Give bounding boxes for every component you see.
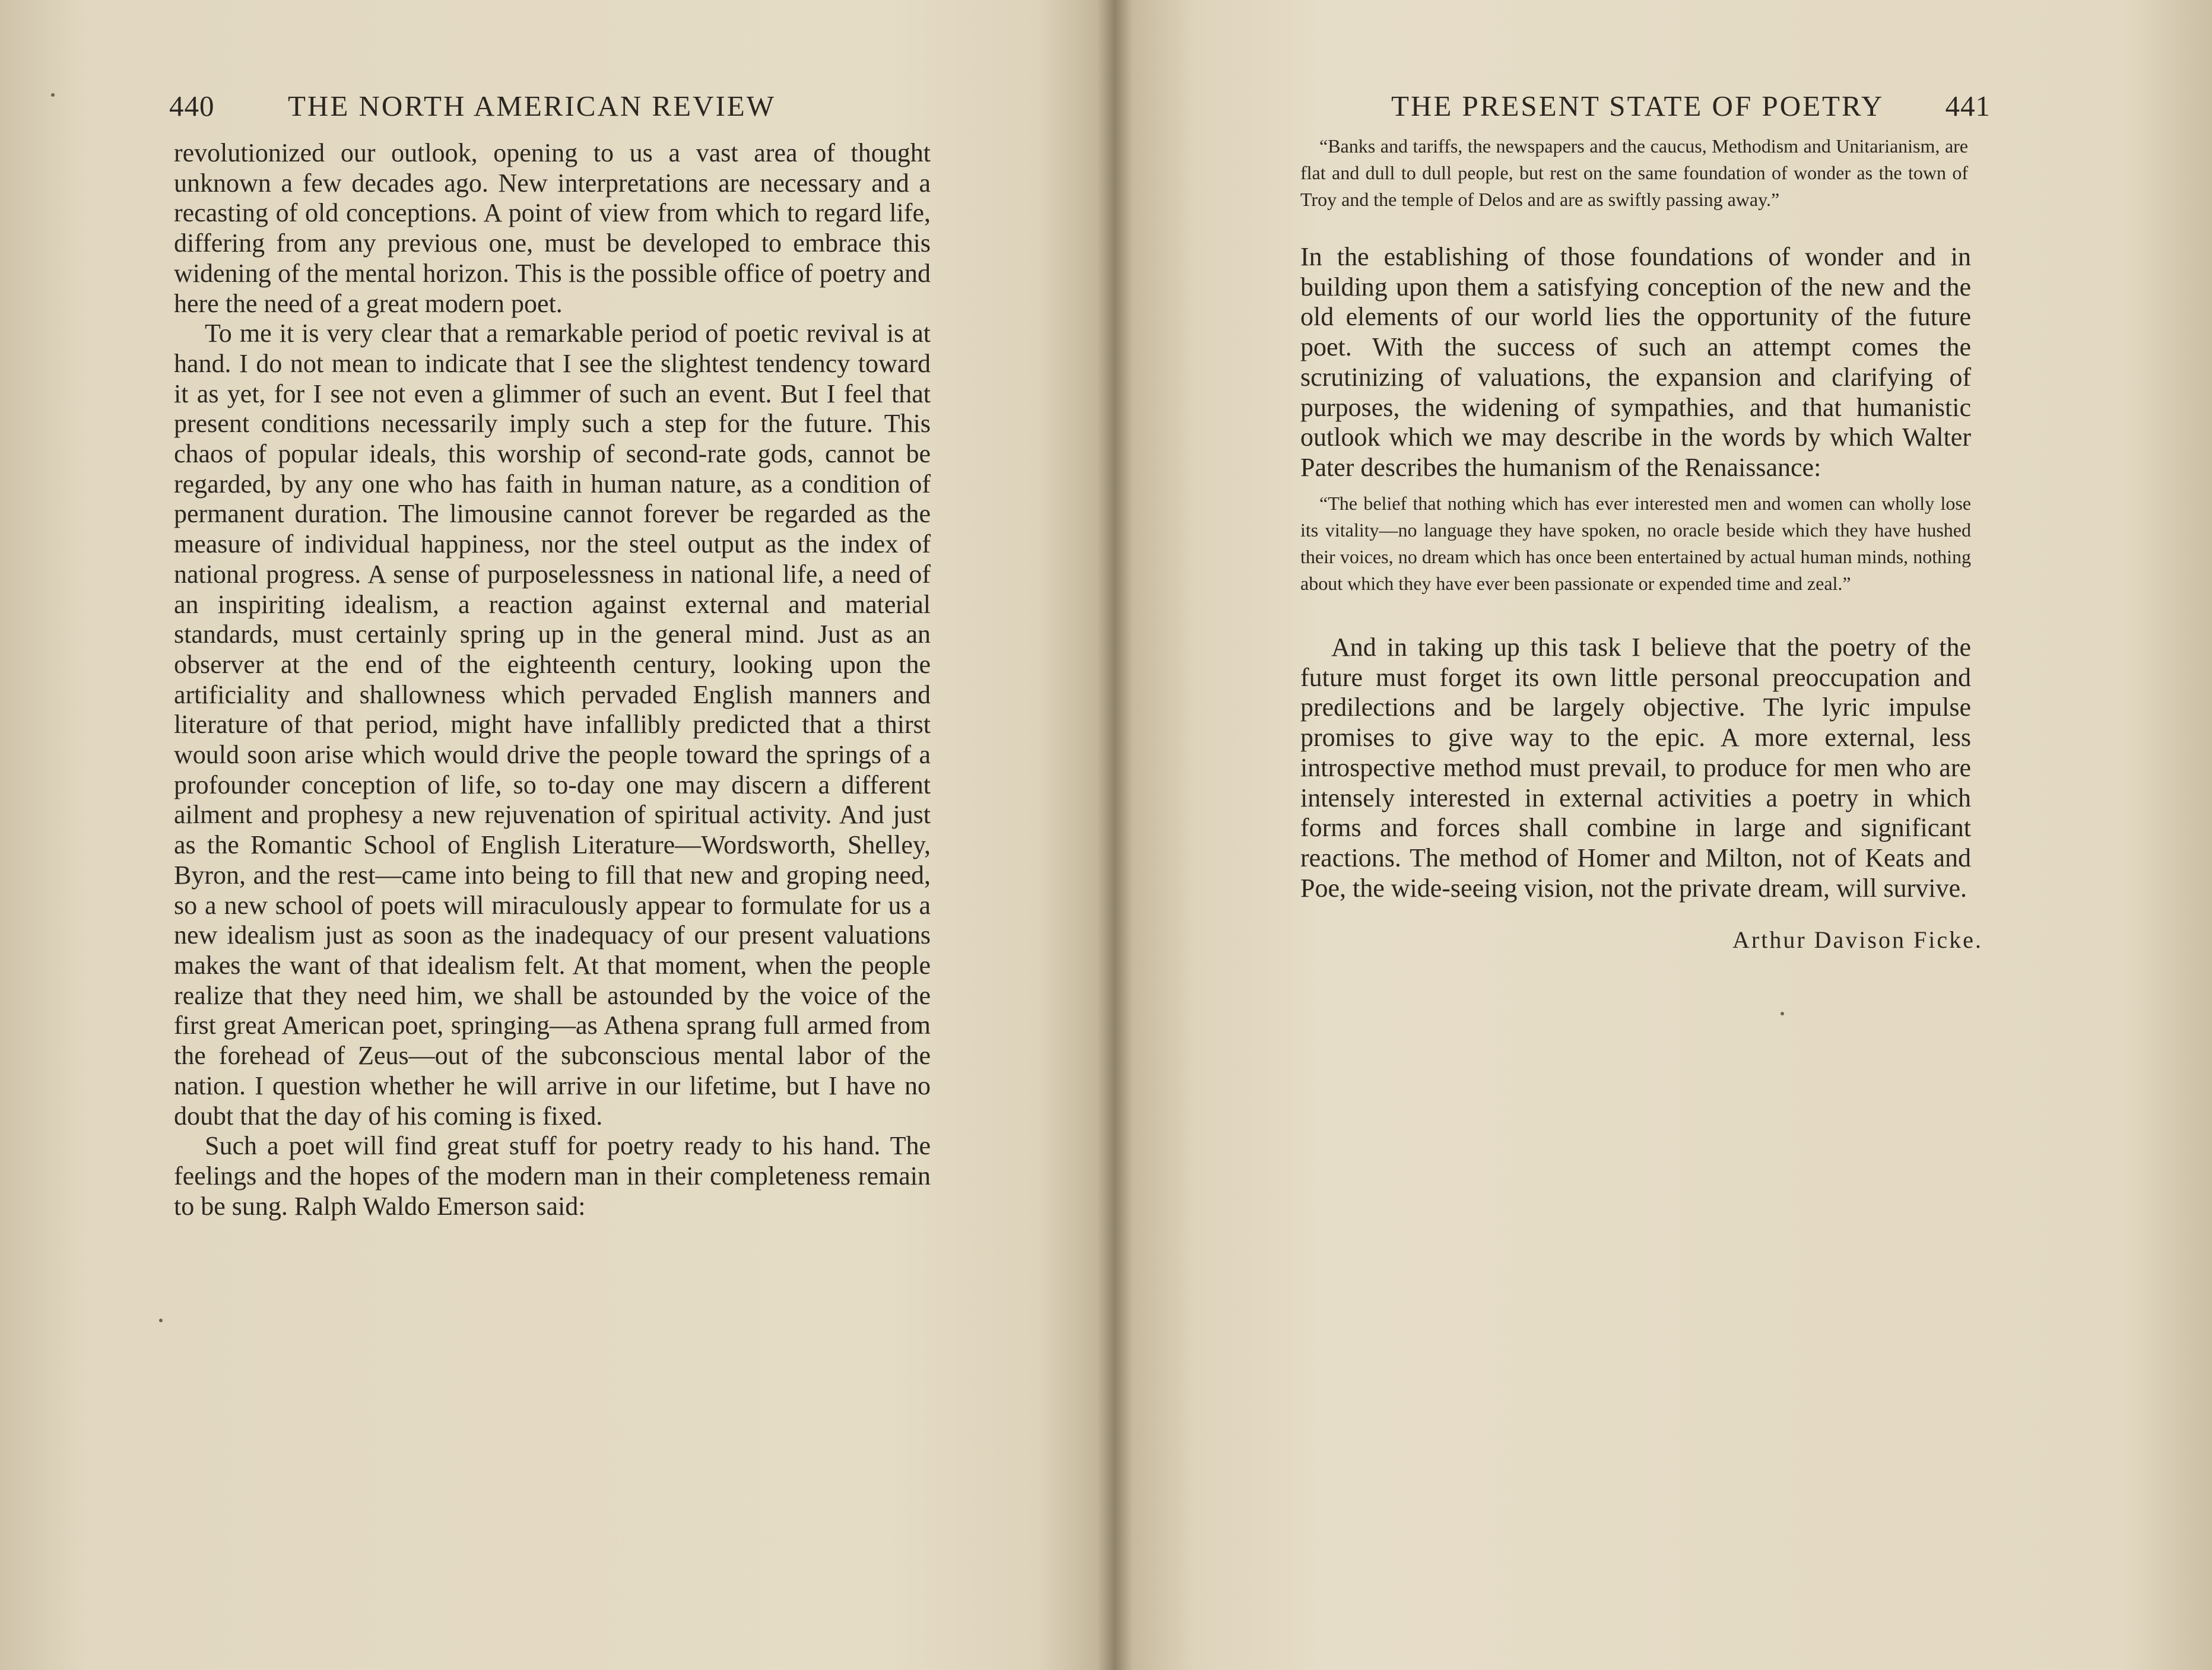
page-number-left: 440 [169, 90, 215, 122]
right-body-paragraph-2 [1300, 633, 1971, 903]
paper-speck [1781, 1012, 1784, 1015]
right-page [1106, 0, 2212, 1670]
paragraph: And in taking up this task I believe that the poetry of the future must forget its own little personal preoccupation and predilections and be largely objective. The lyric impulse promises to give way to the epic. A more external, less introspective method must prevail, to produce for men who are intensely interested in external activities a poetry in which forms and forces shall combine in large and significant reactions. The method of Homer and Milton, not of Keats and Poe, the wide-seeing vision, not the private dream, will survive. [1300, 633, 1971, 903]
page-number-right: 441 [1945, 90, 1991, 122]
paragraph: To me it is very clear that a remarkable period of poetic revival is at hand. I do not mean to indicate that I see the slightest tendency toward it as yet, for I see not even a glimmer of such an event. But I feel that present conditions necessarily imply such a step for the future. This chaos of popular ideals, this worship of second-rate gods, cannot be regarded, by any one who has faith in human nature, as a condition of permanent duration. The limousine cannot forever be regarded as the measure of individual happiness, nor the steel output as the index of national progress. A sense of purposelessness in national life, a need of an inspiriting idealism, a reaction against external and material standards, must certainly spring up in the general mind. Just as an observer at the end of the eighteenth century, looking upon the artificiality and shallowness which pervaded English manners and literature of that period, might have infallibly predicted that a thirst would soon arise which would drive the people toward the springs of a profounder conception of life, so to-day one may discern a different ailment and prophesy a new rejuvenation of spiritual activity. And just as the Romantic School of English Literature—Wordsworth, Shelley, Byron, and the rest—came into being to fill that new and groping need, so a new school of poets will miraculously appear to formulate for us a new idealism just as soon as the inadequacy of our present valuations makes the want of that idealism felt. At that moment, when the people realize that they need him, we shall be astounded by the voice of the first great American poet, springing—as Athena sprang full armed from the forehead of Zeus—out of the subconscious mental labor of the nation. I question whether he will arrive in our lifetime, but I have no doubt that the day of his coming is fixed. [174, 319, 931, 1131]
paragraph: revolutionized our outlook, opening to us a vast area of thought unknown a few decades ago. New interpretations are necessary and a recasting of old conceptions. A point of view from which to regard life, differing from any previous one, must be developed to embrace this widening of the mental horizon. This is the possible office of poetry and here the need of a great modern poet. [174, 138, 931, 318]
running-title-left: THE NORTH AMERICAN REVIEW [288, 90, 776, 122]
author-signature: Arthur Davison Ficke. [1732, 926, 1983, 953]
left-body-text [174, 138, 931, 1221]
right-body-paragraph-1 [1300, 242, 1971, 483]
pater-quote: “The belief that nothing which has ever interested men and women can wholly lose its vitality—no language they have spoken, no oracle beside which they have hushed their voices, no dream which has once been entertained by actual human minds, nothing about which they have ever been passionate or expended time and zeal.” [1300, 493, 1971, 594]
paper-speck [51, 93, 55, 97]
paragraph: Such a poet will find great stuff for poetry ready to his hand. The feelings and the hopes of the modern man in their completeness remain to be sung. Ralph Waldo Emerson said: [174, 1131, 931, 1221]
paper-speck [159, 1319, 163, 1322]
running-title-right: THE PRESENT STATE OF POETRY [1391, 90, 1884, 122]
paragraph: In the establishing of those foundations of wonder and in building upon them a satisfying conception of the new and the old elements of our world lies the opportunity of the future poet. With the success of such an attempt comes the scrutinizing of valuations, the expansion and clarifying of purposes, the widening of sympathies, and that humanistic outlook which we may describe in the words by which Walter Pater describes the humanism of the Renaissance: [1300, 242, 1971, 482]
emerson-quote: “Banks and tariffs, the newspapers and the caucus, Methodism and Unitarianism, are flat and dull to dull people, but rest on the same foundation of wonder as the town of Troy and the temple of Delos and are as swiftly passing away.” [1300, 135, 1968, 210]
